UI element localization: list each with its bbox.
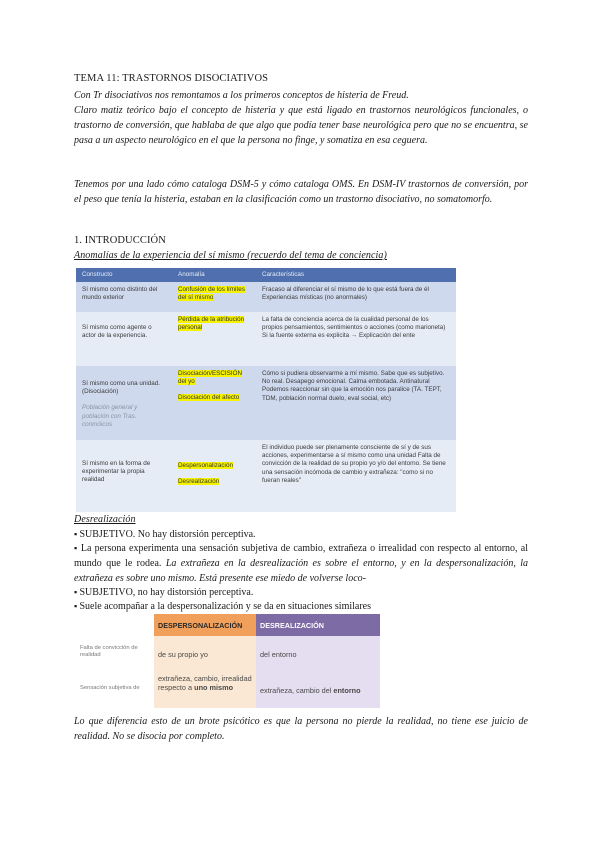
table-row [76, 440, 172, 512]
anomaly-cell: Disociación del afecto [178, 394, 240, 402]
desrealizacion-cell [256, 672, 380, 708]
bullet-text: La persona experimenta una sensación subjetiva de cambio, extrañeza o irrealidad con respecto al entorno, al mundo que le rodea. [74, 543, 528, 569]
construct-cell: Sí mismo como agente o actor de la experiencia. [82, 324, 152, 340]
construct-cell: Sí mismo en la forma de experimentar la propia realidad [82, 460, 151, 484]
comparison-table [76, 612, 386, 708]
row-label: Sensación subjetiva de [80, 685, 140, 691]
despersonalizacion-cell: de su propio yo [154, 636, 256, 672]
despersonalizacion-header: DESPERSONALIZACIÓN [154, 614, 256, 636]
desrealizacion-heading: Desrealización [74, 514, 136, 525]
anomaly-cell: Pérdida de la atribución personal [178, 316, 245, 332]
cell-text: extrañeza, cambio del [260, 686, 332, 695]
characteristics-cell: La falta de conciencia acerca de la cualidad personal de los propios pensamientos, sentimientos o acciones (como marioneta) Si la fuente externa es explicita → Explicación del ente [262, 316, 446, 340]
intro-line-1: Con Tr disociativos nos remontamos a los primeros conceptos de histeria de Freud. [74, 90, 409, 101]
table-row [76, 366, 172, 440]
cell-text: extrañeza, cambio, irrealidad respecto a [158, 674, 252, 692]
section-heading: 1. INTRODUCCIÓN [74, 235, 166, 246]
anomaly-cell: Disociación/ESCISIÓN del yo [178, 370, 243, 386]
table-row [76, 312, 172, 366]
table-row [76, 282, 172, 312]
cell-bold-text: entorno [333, 686, 361, 695]
bullet-2 [74, 541, 528, 586]
anomaly-cell: Desrealización [178, 478, 220, 486]
construct-cell: Sí mismo como distinto del mundo exterior [82, 286, 158, 302]
table-header-anomalia: Anomalía [172, 268, 256, 282]
bullet-text: Suele acompañar a la despersonalización y se da en situaciones similares [79, 601, 372, 612]
document-title: TEMA 11: TRASTORNOS DISOCIATIVOS [74, 73, 269, 84]
construct-note: Población general y población con Tras. conmóicos [82, 404, 138, 428]
bullet-text: SUBJETIVO. No hay distorsión perceptiva. [79, 529, 256, 540]
characteristics-cell: El individuo puede ser plenamente consciente de sí y de sus acciones, experimentarse a sí mismo como una unidad Falta de convicción de la realidad de su propio yo y/o del entorno. Se tiene una sensación incómoda de cambio y extrañeza: "como si no fueran reales" [262, 444, 446, 484]
characteristics-cell: Fracaso al diferenciar el sí mismo de lo que está fuera de él Experiencias místicas (no anormales) [262, 286, 429, 302]
construct-cell: Sí mismo como una unidad. (Disociación) [82, 380, 161, 396]
row-label: Falta de convicción de realidad [80, 645, 138, 658]
desrealizacion-header: DESREALIZACIÓN [256, 614, 380, 636]
closing-paragraph: Lo que diferencia esto de un brote psicótico es que la persona no pierde la realidad, no tiene ese juicio de realidad. No se disocia por completo. [74, 716, 528, 742]
characteristics-cell: Cómo si pudiera observarme a mí mismo. Sabe que es subjetivo. No real. Desapego emocional. Calma embotada. Antinatural Podemos reaccionar sin que la emoción nos paralice (TA. TEPT, TDM, población normal duelo, eval social, etc) [262, 370, 445, 402]
anomaly-cell: Confusión de los límites del sí mismo [178, 286, 245, 302]
intro-paragraph: Claro matiz teórico bajo el concepto de histeria y que está ligado en trastornos neurológicos funcionales, o trastorno de conversión, que hablaba de que algo que podía tener base neurológica pero que no se encuentra, se pasa a un aspecto neurológico en el que la persona no finge, y somatiza en esa ceguera. [74, 105, 528, 146]
cell-bold-text: uno mismo [194, 682, 234, 692]
despersonalizacion-cell [154, 672, 256, 708]
bullet-1 [74, 527, 528, 542]
table-header-constructo: Constructo [76, 268, 172, 282]
dsm-paragraph: Tenemos por una lado cómo cataloga DSM-5 y cómo cataloga OMS. En DSM-IV trastornos de conversión, por el peso que tenía la histeria, estaban en la clasificación como un trastorno disociativo, no somatomorfo. [74, 179, 528, 205]
section-subheading: Anomalías de la experiencia del sí mismo (recuerdo del tema de conciencia) [74, 250, 387, 261]
table-header-caracteristicas: Características [256, 268, 456, 282]
bullet-italic-text: La extrañeza en la desrealización es sobre el entorno, y en la despersonalización, la extrañeza es sobre uno mismo. Está presente ese miedo de volverse loco- [74, 558, 529, 584]
anomaly-cell: Despersonalización [178, 462, 233, 469]
bullet-text: SUBJETIVO, no hay distorsión perceptiva. [79, 587, 254, 598]
desrealizacion-cell: del entorno [256, 636, 380, 672]
bullet-3 [74, 585, 528, 600]
self-anomalies-table [76, 268, 456, 512]
